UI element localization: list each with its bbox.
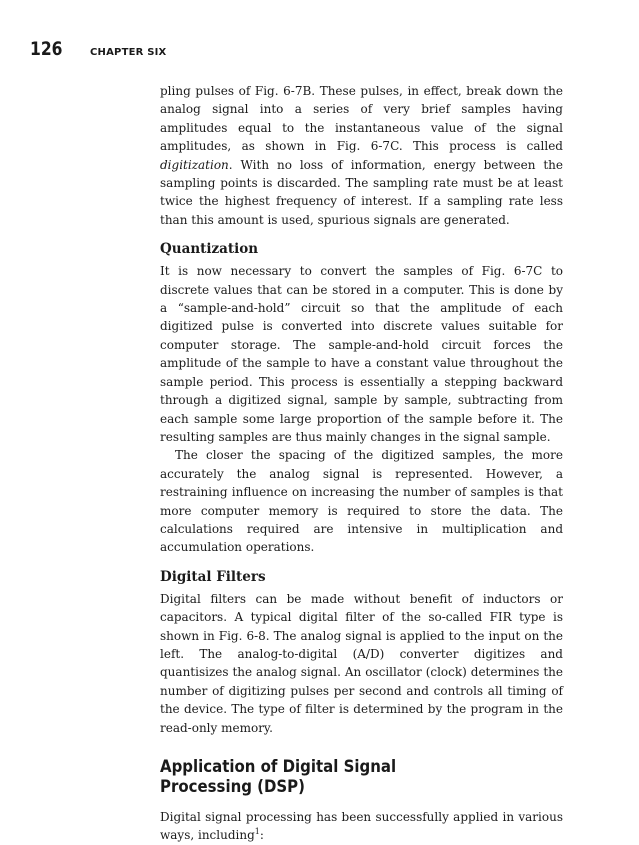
footnote-marker: 1 [254,827,260,837]
digital-filters-heading: Digital Filters [160,568,266,585]
dsp-paragraph [160,808,563,845]
dsp-section-heading [160,757,565,797]
dsp-text-end: : [259,828,264,843]
digital-filters-paragraph: Digital filters can be made without benefit of inductors or capacitors. A typical digital filter of the so-called FIR type is shown in Fig. 6-8. The analog signal is applied to the input on the left. The analog-to-digital (A/D) converter digitizes and quantisizes the analog signal. An oscillator (clock) determines the number of digitizing pulses per second and controls all timing of the device. The type of filter is determined by the program in the read-only memory. [160,591,563,735]
dsp-heading-line-1: Application of Digital Signal [160,757,397,777]
quantization-paragraph-1: It is now necessary to convert the samples of Fig. 6-7C to discrete values that can be stored in a computer. This is done by a “sample-and-hold” circuit so that the amplitude of each digitized pulse is converted into discrete values suitable for computer storage. The sample-and-hold circuit forces the amplitude of the sample to have a constant value throughout the sample period. This process is essentially a stepping backward through a digitized signal, sample by sample, subtracting from each sample some large proportion of the sample before it. The resulting samples are thus mainly changes in the signal sample. [160,264,563,444]
main-text [160,82,563,845]
running-header [30,38,166,60]
chapter-label: CHAPTER SIX [90,47,167,58]
dsp-text: Digital signal processing has been successfully applied in various ways, including [160,810,563,843]
digitization-term: digitization [160,157,229,172]
intro-paragraph [160,82,563,229]
dsp-heading-line-2: Processing (DSP) [160,777,305,797]
quantization-heading: Quantization [160,241,259,258]
intro-text: pling pulses of Fig. 6-7B. These pulses, in effect, break down the analog signal into a series of very brief samples having amplitudes equal to the instantaneous value of the signal amplitudes, as shown in Fig. 6-7C. This process is called [160,84,563,154]
intro-text-rest: . With no loss of information, energy between the sampling points is discarded. The sampling rate must be at least twice the highest frequency of interest. If a sampling rate less than this amount is used, spurious signals are generated. [160,157,563,227]
page-number: 126 [30,38,63,60]
quantization-paragraph-2: The closer the spacing of the digitized samples, the more accurately the analog signal is represented. However, a restraining influence on increasing the number of samples is that more computer memory is required to store the data. The calculations required are intensive in multiplication and accumulation operations. [160,448,563,555]
